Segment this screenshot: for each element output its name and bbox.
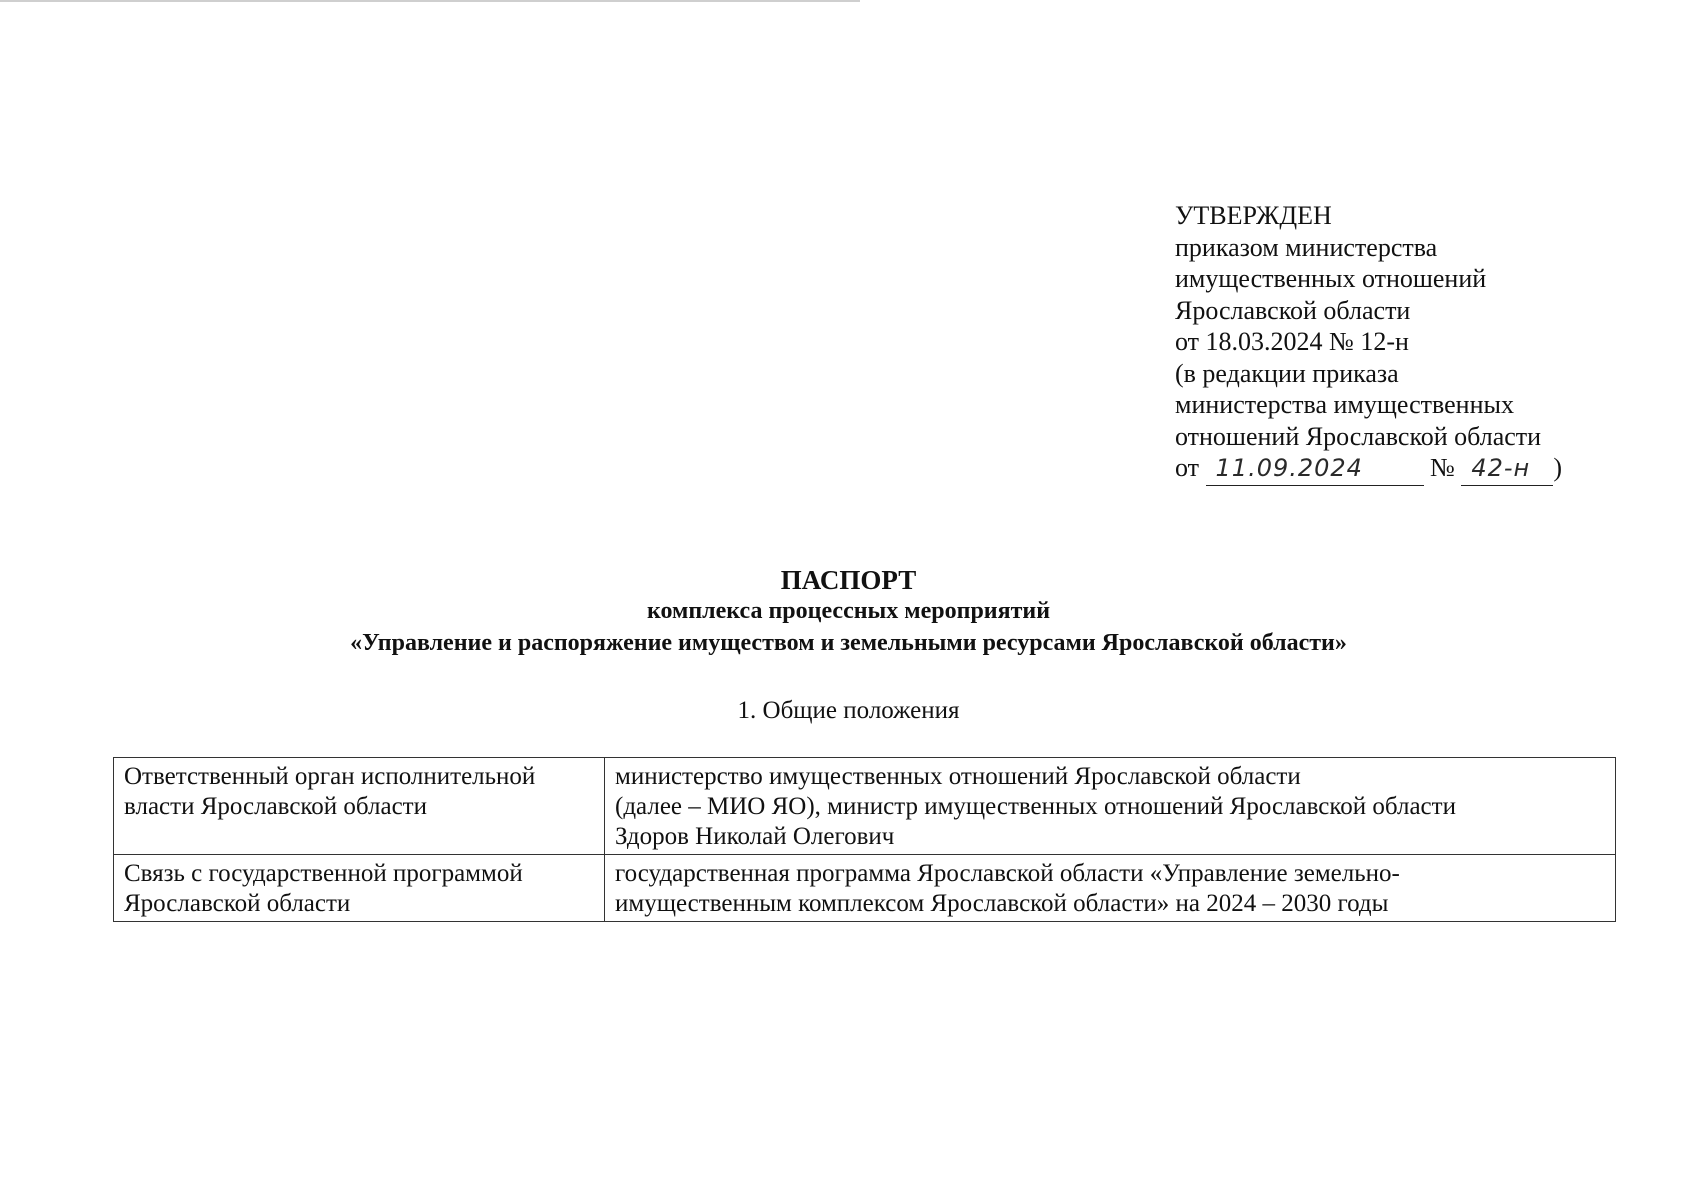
approval-line: от 18.03.2024 № 12-н xyxy=(1175,327,1409,356)
table-label-cell: Ответственный орган исполнительной власти Ярославской области xyxy=(114,758,605,855)
value-line: Здоров Николай Олегович xyxy=(615,823,895,850)
table-label-cell: Связь с государственной программой Ярославской области xyxy=(114,855,605,922)
value-line: министерство имущественных отношений Ярославской области xyxy=(615,763,1301,790)
approval-line: имущественных отношений xyxy=(1175,264,1487,293)
handwritten-date: 11.09.2024 xyxy=(1215,454,1363,482)
number-sign: № xyxy=(1430,453,1455,482)
table-value-cell xyxy=(605,855,1616,922)
table-value-cell xyxy=(605,758,1616,855)
value-line: имущественным комплексом Ярославской области» на 2024 – 2030 годы xyxy=(615,890,1389,917)
closing-paren: ) xyxy=(1553,453,1563,482)
date-fill-field xyxy=(1206,452,1424,486)
number-fill-field xyxy=(1461,452,1553,486)
approval-line: отношений Ярославской области xyxy=(1175,421,1542,451)
handwritten-number: 42-н xyxy=(1471,454,1531,482)
approval-line: приказом министерства xyxy=(1175,232,1438,262)
general-provisions-table xyxy=(113,757,1616,922)
approval-stamp-block xyxy=(1175,200,1562,486)
section-heading: 1. Общие положения xyxy=(737,697,960,724)
approval-line: министерства имущественных xyxy=(1175,390,1514,419)
amendment-date-line xyxy=(1175,452,1562,486)
document-subtitle-name: «Управление и распоряжение имуществом и земельными ресурсами Ярославской области» xyxy=(350,630,1347,656)
approval-line: УТВЕРЖДЕН xyxy=(1175,201,1332,230)
scan-edge-line xyxy=(0,0,860,2)
approval-line: (в редакции приказа xyxy=(1175,358,1399,388)
value-line: государственная программа Ярославской области «Управление земельно- xyxy=(615,860,1400,887)
table-row xyxy=(114,758,1616,855)
value-line: (далее – МИО ЯО), министр имущественных отношений Ярославской области xyxy=(615,793,1456,820)
approval-line: Ярославской области xyxy=(1175,295,1411,325)
table-row xyxy=(114,855,1616,922)
document-subtitle: комплекса процессных мероприятий xyxy=(646,598,1051,624)
from-prefix: от xyxy=(1175,453,1200,482)
document-title: ПАСПОРТ xyxy=(780,565,917,595)
